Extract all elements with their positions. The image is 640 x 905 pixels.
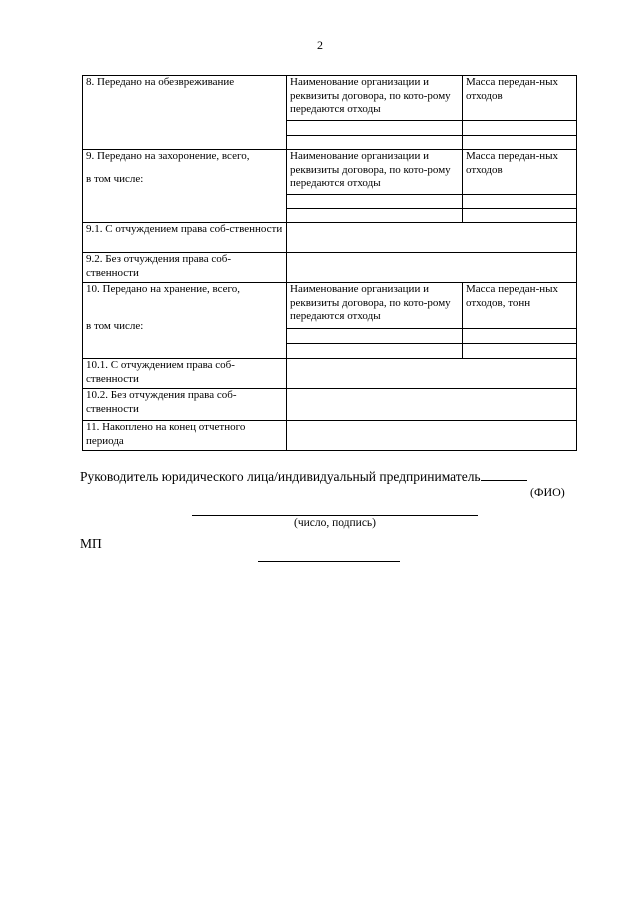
signature-line[interactable] [192, 515, 478, 516]
row-10-label [83, 283, 287, 359]
row-10-2-label: 10.2. Без отчуждения права соб-ственности [83, 389, 287, 421]
row-9-org-cell[interactable] [287, 195, 463, 209]
row-10-mass-cell[interactable] [463, 344, 577, 359]
row-8-label: 8. Передано на обезвреживание [83, 76, 287, 150]
row-8-mass-cell[interactable] [463, 136, 577, 150]
row-10-mass-cell[interactable] [463, 329, 577, 344]
waste-transfer-table [82, 75, 577, 451]
row-8-org-cell[interactable] [287, 136, 463, 150]
row-9-org-header: Наименование организации и реквизиты договора, по кото-рому передаются отходы [287, 150, 463, 195]
row-10-org-cell[interactable] [287, 344, 463, 359]
row-10-2-value[interactable] [287, 389, 577, 421]
signature-head-text: Руководитель юридического лица/индивидуальный предприниматель [80, 469, 481, 484]
row-8-org-cell[interactable] [287, 121, 463, 136]
row-11-value[interactable] [287, 421, 577, 451]
fio-label: (ФИО) [530, 485, 565, 499]
stamp-line[interactable] [258, 561, 400, 562]
stamp-label: МП [80, 536, 102, 551]
row-9-1-value[interactable] [287, 223, 577, 253]
row-9-mass-cell[interactable] [463, 195, 577, 209]
row-10-org-cell[interactable] [287, 329, 463, 344]
row-8-org-header: Наименование организации и реквизиты договора, по кото-рому передаются отходы [287, 76, 463, 121]
row-10-org-header: Наименование организации и реквизиты договора, по кото-рому передаются отходы [287, 283, 463, 329]
row-11-label: 11. Накоплено на конец отчетного периода [83, 421, 287, 451]
name-line[interactable] [481, 468, 527, 481]
page-number: 2 [317, 38, 323, 52]
row-10-label-text: 10. Передано на хранение, всего, [86, 283, 241, 295]
row-10-1-label: 10.1. С отчуждением права соб-ственности [83, 359, 287, 389]
row-10-sub-text: в том числе: [86, 319, 144, 332]
row-9-label-text: 9. Передано на захоронение, всего, [86, 150, 250, 162]
row-9-org-cell[interactable] [287, 209, 463, 223]
row-9-sub-text: в том числе: [86, 172, 144, 185]
row-9-2-value[interactable] [287, 253, 577, 283]
row-9-mass-header: Масса передан-ных отходов [463, 150, 577, 195]
signature-head [80, 468, 527, 485]
row-10-mass-header: Масса передан-ных отходов, тонн [463, 283, 577, 329]
row-8-mass-cell[interactable] [463, 121, 577, 136]
row-8-mass-header: Масса передан-ных отходов [463, 76, 577, 121]
row-9-label [83, 150, 287, 223]
row-9-2-label: 9.2. Без отчуждения права соб-ственности [83, 253, 287, 283]
date-sign-label: (число, подпись) [293, 517, 377, 529]
row-10-1-value[interactable] [287, 359, 577, 389]
row-9-mass-cell[interactable] [463, 209, 577, 223]
row-9-1-label: 9.1. С отчуждением права соб-ственности [83, 223, 287, 253]
